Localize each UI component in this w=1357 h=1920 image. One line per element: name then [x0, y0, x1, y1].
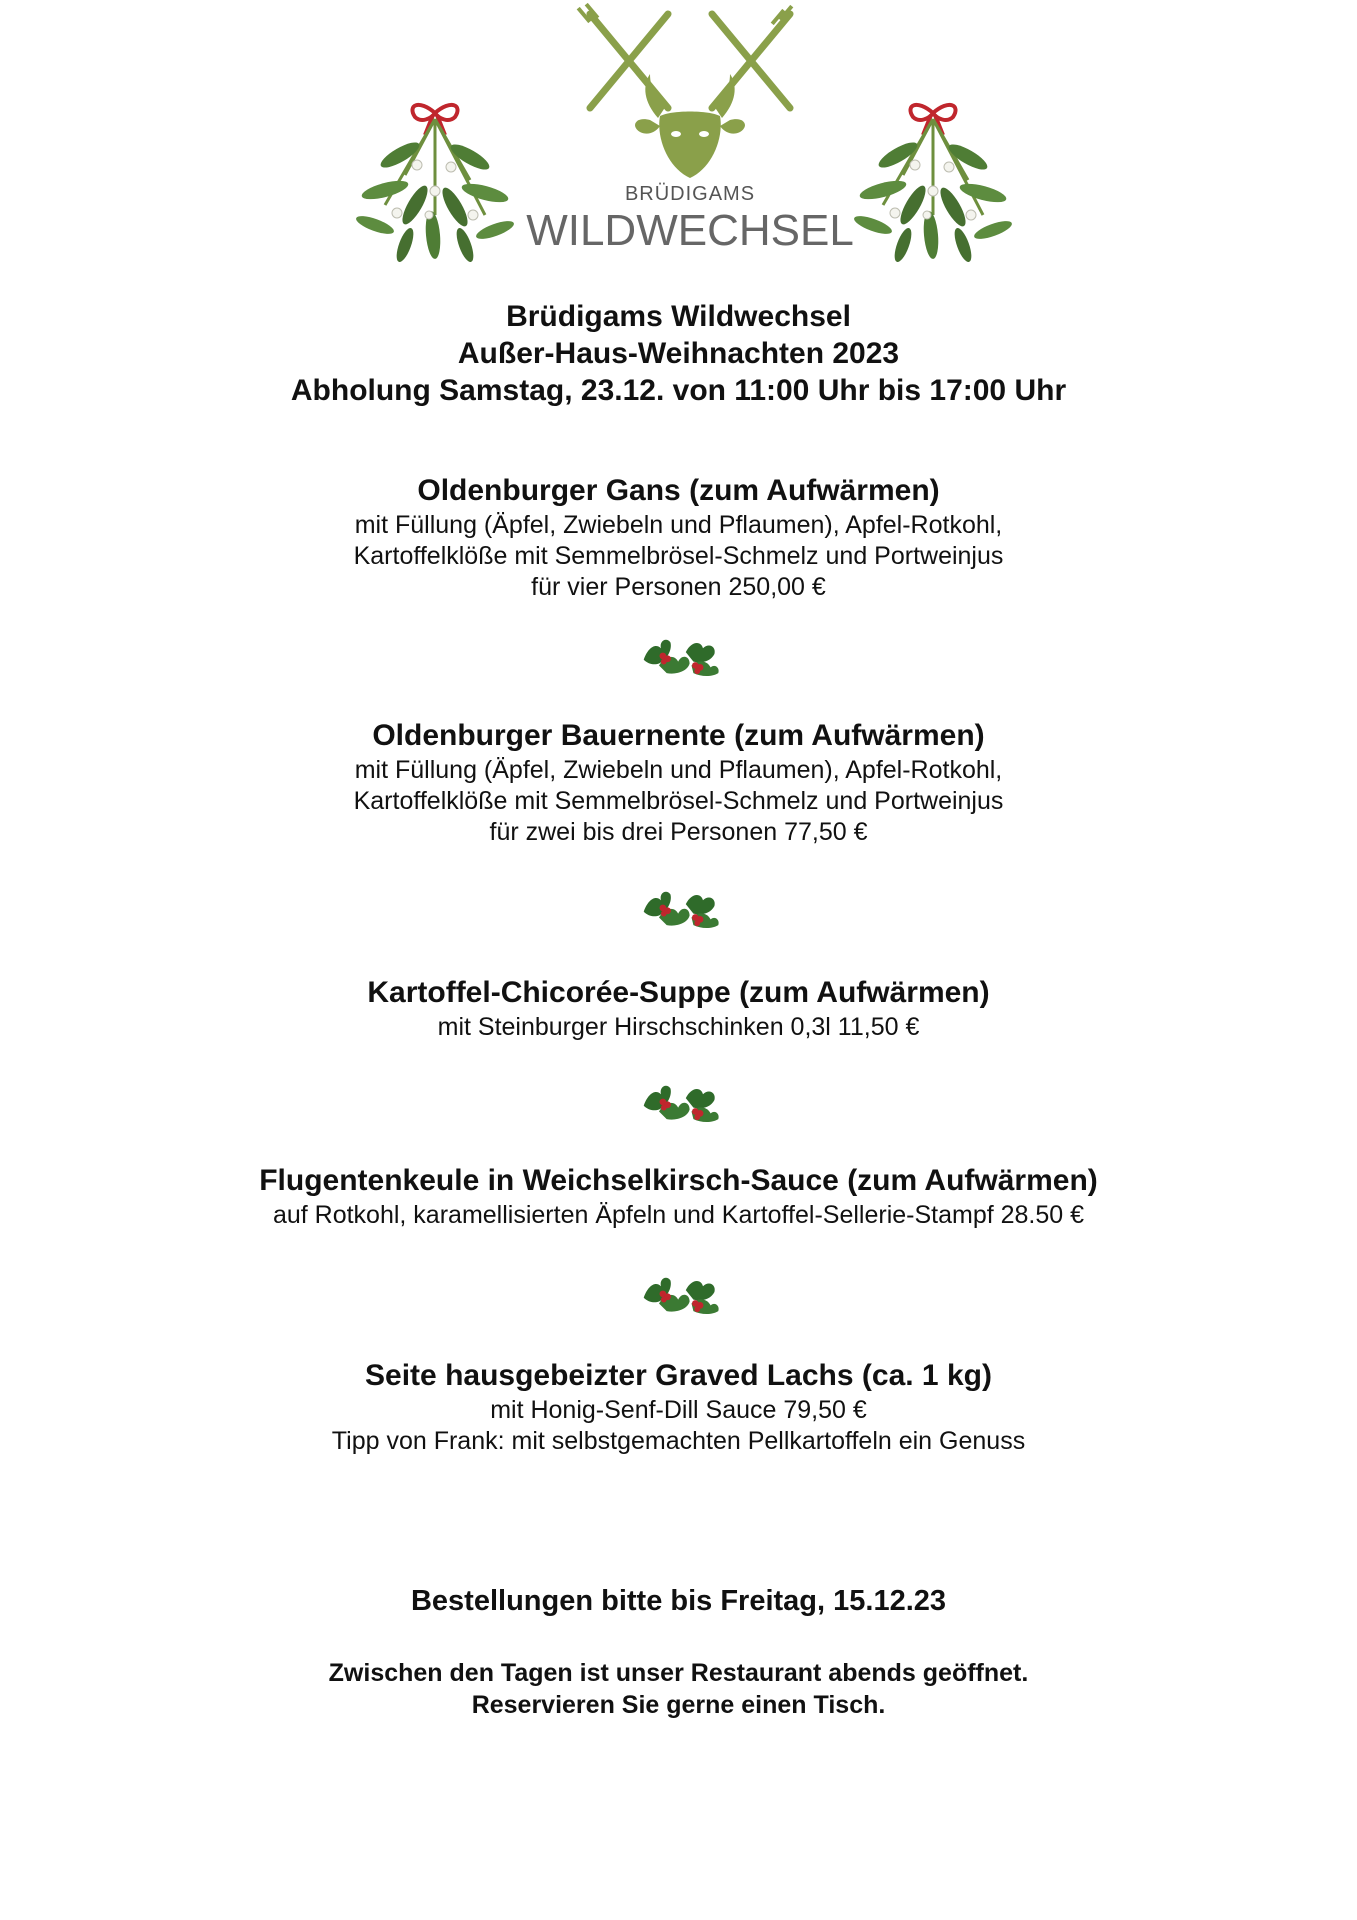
dish-title: Oldenburger Bauernente (zum Aufwärmen) [372, 719, 985, 752]
header-subtitle: Außer-Haus-Weihnachten 2023 [457, 337, 900, 370]
dish-price: für vier Personen 250,00 € [531, 573, 826, 601]
holly-icon [638, 878, 724, 934]
dish-line: mit Füllung (Äpfel, Zwiebeln und Pflaumen), Apfel-Rotkohl, [354, 511, 1003, 539]
dish-title: Flugentenkeule in Weichselkirsch-Sauce (zum Aufwärmen) [259, 1164, 1098, 1197]
dish-price: mit Steinburger Hirschschinken 0,3l 11,50 € [437, 1013, 920, 1041]
logo-small-text: BRÜDIGAMS [624, 183, 756, 205]
order-deadline: Bestellungen bitte bis Freitag, 15.12.23 [410, 1585, 947, 1617]
dish-title: Kartoffel-Chicorée-Suppe (zum Aufwärmen) [367, 976, 990, 1009]
dish-line: Kartoffelklöße mit Semmelbrösel-Schmelz und Portweinjus [353, 542, 1004, 570]
dish-title: Seite hausgebeizter Graved Lachs (ca. 1 kg) [365, 1359, 992, 1392]
dish-price: für zwei bis drei Personen 77,50 € [489, 818, 868, 846]
header-pickup: Abholung Samstag, 23.12. von 11:00 Uhr bis 17:00 Uhr [290, 374, 1067, 407]
logo-big-text: WILDWECHSEL [526, 206, 854, 255]
holly-icon [638, 1072, 724, 1128]
holly-icon [638, 626, 724, 682]
dish-line: Kartoffelklöße mit Semmelbrösel-Schmelz und Portweinjus [353, 787, 1004, 815]
mistletoe-icon [843, 95, 1023, 265]
dish-price: mit Honig-Senf-Dill Sauce 79,50 € [490, 1396, 867, 1424]
holly-icon [638, 1264, 724, 1320]
header-title: Brüdigams Wildwechsel [506, 300, 851, 333]
dish-price: auf Rotkohl, karamellisierten Äpfeln und Kartoffel-Sellerie-Stampf 28.50 € [272, 1201, 1085, 1229]
dish-tip: Tipp von Frank: mit selbstgemachten Pellkartoffeln ein Genuss [331, 1427, 1026, 1455]
footer-note: Zwischen den Tagen ist unser Restaurant abends geöffnet. [328, 1659, 1029, 1687]
dish-title: Oldenburger Gans (zum Aufwärmen) [417, 474, 940, 507]
dish-line: mit Füllung (Äpfel, Zwiebeln und Pflaumen), Apfel-Rotkohl, [354, 756, 1003, 784]
mistletoe-icon [345, 95, 525, 265]
footer-note: Reservieren Sie gerne einen Tisch. [471, 1691, 886, 1719]
